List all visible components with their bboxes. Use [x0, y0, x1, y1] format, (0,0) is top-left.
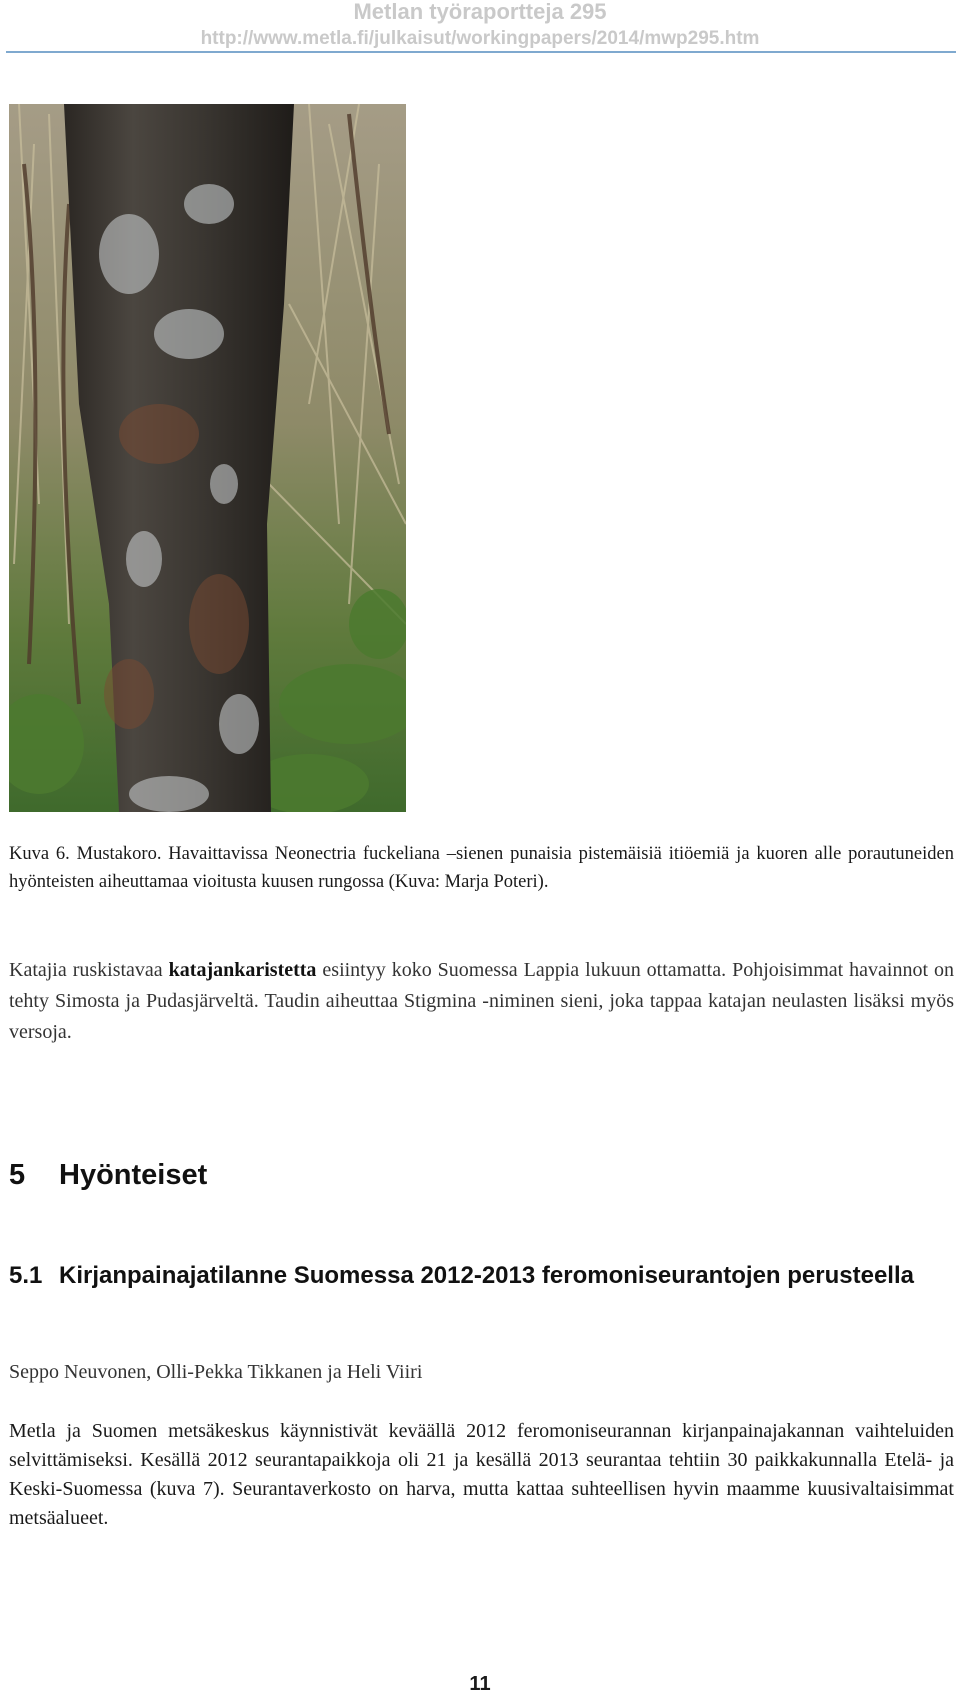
publication-url[interactable]: http://www.metla.fi/julkaisut/workingpapers/2014/mwp295.htm [200, 28, 760, 49]
author-line: Seppo Neuvonen, Olli-Pekka Tikkanen ja Heli Viiri [9, 1361, 423, 1383]
bold-term: katajankaristetta [168, 959, 317, 981]
figure-caption: Kuva 6. Mustakoro. Havaittavissa Neonectria fuckeliana –sienen punaisia pistemäisiä itiöemiä ja kuoren alle porautuneiden hyönteisten aiheuttamaa vioitusta kuusen rungossa (Kuva: Marja Poteri). [9, 844, 954, 892]
subsection-number: 5.1 [9, 1262, 43, 1289]
subsection-title: Kirjanpainajatilanne Suomessa 2012-2013 feromoniseurantojen perusteella [59, 1262, 914, 1289]
section-number: 5 [9, 1159, 26, 1191]
tree-trunk-photo [9, 104, 406, 812]
paragraph-text-after: esiintyy koko Suomessa Lappia lukuun ottamatta. Pohjoisimmat havainnot on tehty Simosta ja Pudasjärveltä. Taudin aiheuttaa Stigmina -niminen sieni, joka tappaa katajan neulasten lisäksi myös versoja. [9, 959, 955, 1043]
paragraph-text-before: Katajia ruskistavaa [9, 959, 169, 981]
section-heading [9, 1158, 207, 1192]
series-title: Metlan työraportteja 295 [353, 0, 607, 24]
header-divider [6, 51, 956, 53]
paragraph-feromoniseuranta: Metla ja Suomen metsäkeskus käynnistivät keväällä 2012 feromoniseurannan kirjanpainajakannan vaihteluiden selvittämiseksi. Kesällä 2012 seurantapaikkoja oli 21 ja kesällä 2013 seurantaa tehtiin 30 paikkakunnalla Etelä- ja Keski-Suomessa (kuva 7). Seurantaverkosto on harva, mutta kattaa suhteellisen hyvin maamme kuusivaltaisimmat metsäalueet. [9, 1420, 954, 1529]
section-title: Hyönteiset [59, 1159, 208, 1191]
paragraph-katajankariste [9, 955, 954, 1048]
page-number: 11 [469, 1673, 491, 1695]
subsection-heading [9, 1260, 929, 1291]
